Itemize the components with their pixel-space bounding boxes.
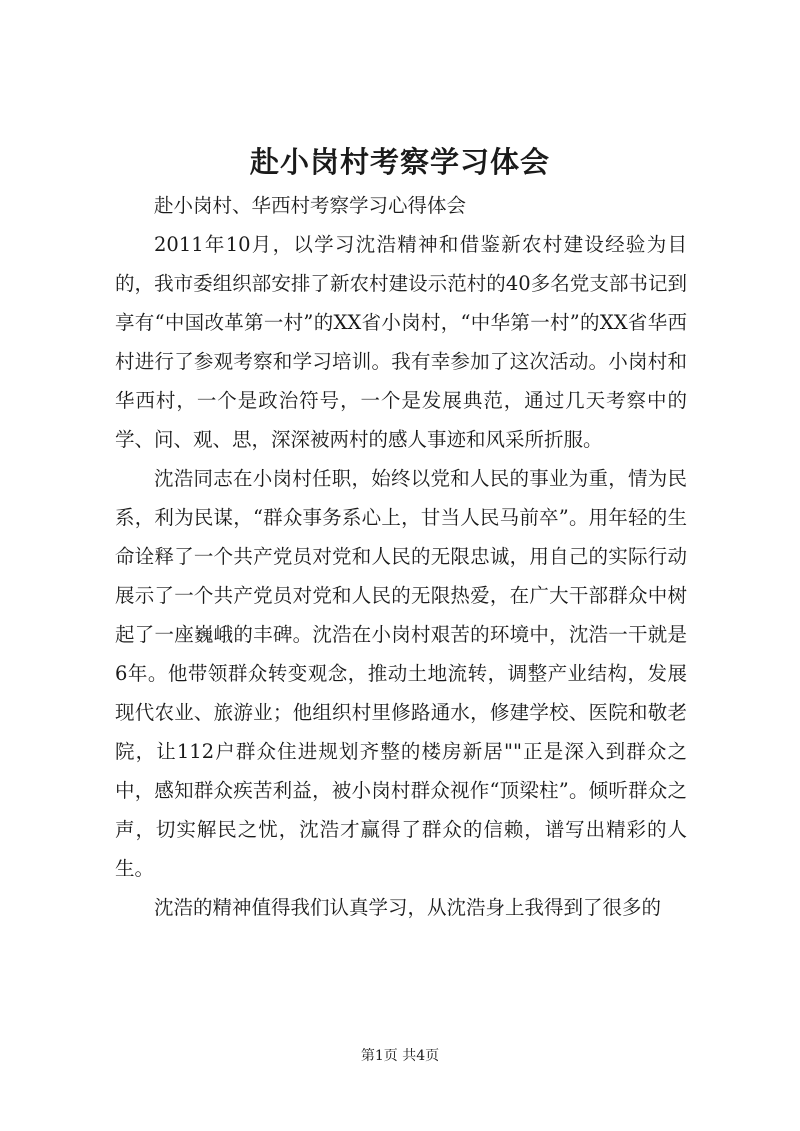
- body-paragraph: 2011年10月，以学习沈浩精神和借鉴新农村建设经验为目的，我市委组织部安排了新农村建设示范村的40多名党支部书记到享有“中国改革第一村”的XX省小岗村，“中华第一村”的XX省华西村进行了参观考察和学习培训。我有幸参加了这次活动。小岗村和华西村，一个是政治符号，一个是发展典范，通过几天考察中的学、问、观、思，深深被两村的感人事迹和风采所折服。: [115, 233, 687, 451]
- body-paragraph: 沈浩的精神值得我们认真学习，从沈浩身上我得到了很多的: [154, 896, 662, 919]
- page-number: 第1页 共4页: [360, 1048, 440, 1064]
- body-paragraph: 沈浩同志在小岗村任职，始终以党和人民的事业为重，情为民系，利为民谋，“群众事务系心上，甘当人民马前卒”。用年轻的生命诠释了一个共产党员对党和人民的无限忠诚，用自己的实际行动展示了一个共产党员对党和人民的无限热爱，在广大干部群众中树起了一座巍峨的丰碑。沈浩在小岗村艰苦的环境中，沈浩一干就是6年。他带领群众转变观念，推动土地流转，调整产业结构，发展现代农业、旅游业；他组织村里修路通水，修建学校、医院和敬老院，让112户群众住进规划齐整的楼房新居""正是深入到群众之中，感知群众疾苦利益，被小岗村群众视作“顶梁柱”。倾听群众之声，切实解民之忧，沈浩才赢得了群众的信赖，谱写出精彩的人生。: [115, 467, 687, 880]
- document-title: 赴小岗村考察学习体会: [249, 145, 550, 179]
- document-body: [115, 186, 687, 927]
- subtitle-paragraph: 赴小岗村、华西村考察学习心得体会: [154, 194, 467, 217]
